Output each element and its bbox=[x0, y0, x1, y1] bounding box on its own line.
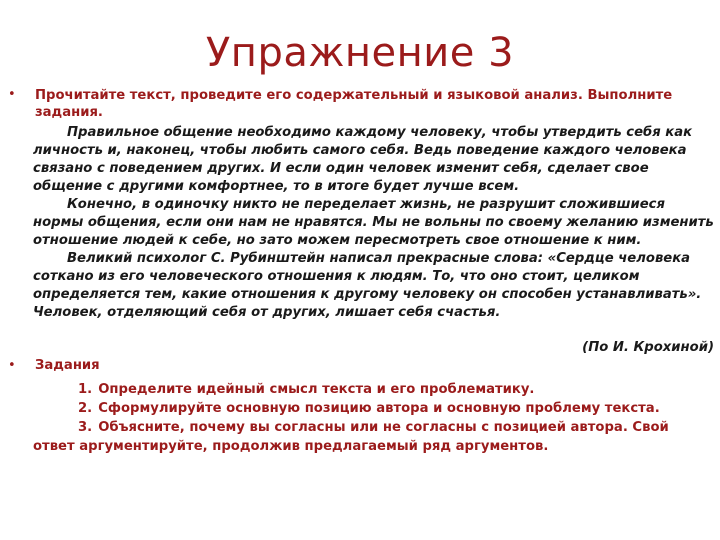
attribution: (По И. Крохиной) bbox=[582, 340, 714, 355]
task-item bbox=[33, 380, 703, 399]
tasks-list bbox=[33, 380, 703, 456]
text-paragraph: Конечно, в одиночку никто не переделает жизнь, не разрушит сложившиеся нормы общения, если они нам не нравятся. Мы не вольны по своему желанию изменить отношение людей к себе, но зато можем пересмотреть свое отношение к ним. bbox=[33, 197, 714, 248]
text-paragraph: Правильное общение необходимо каждому человеку, чтобы утвердить себя как личность и, наконец, чтобы любить самого себя. Ведь поведение каждого человека связано с поведением других. И если один человек изменит себя, сделает свое общение с другими комфортнее, то в итоге будет лучше всем. bbox=[33, 125, 693, 194]
tasks-heading: Задания bbox=[35, 358, 100, 373]
bullet-icon: • bbox=[8, 87, 16, 102]
instruction-text: Прочитайте текст, проведите его содержательный и языковой анализ. Выполните задания. bbox=[35, 88, 673, 120]
reading-text bbox=[33, 124, 716, 322]
task-item bbox=[33, 418, 703, 456]
text-paragraph: Великий психолог С. Рубинштейн написал прекрасные слова: «Сердце человека соткано из его человеческого отношения к людям. То, что оно стоит, целиком определяется тем, какие отношения к другому человеку он способен устанавливать». Человек, отделяющий себя от других, лишает себя счастья. bbox=[33, 251, 702, 320]
task-item bbox=[33, 399, 703, 418]
task-number: 1. bbox=[78, 382, 93, 397]
task-text: Объясните, почему вы согласны или не согласны с позицией автора. Свой ответ аргументируйте, продолжив предлагаемый ряд аргументов. bbox=[33, 420, 669, 454]
slide-title: Упражнение 3 bbox=[205, 30, 515, 76]
bullet-icon: • bbox=[8, 358, 16, 373]
task-text: Сформулируйте основную позицию автора и основную проблему текста. bbox=[98, 401, 660, 416]
task-text: Определите идейный смысл текста и его проблематику. bbox=[98, 382, 535, 397]
task-number: 3. bbox=[78, 420, 93, 435]
task-number: 2. bbox=[78, 401, 93, 416]
